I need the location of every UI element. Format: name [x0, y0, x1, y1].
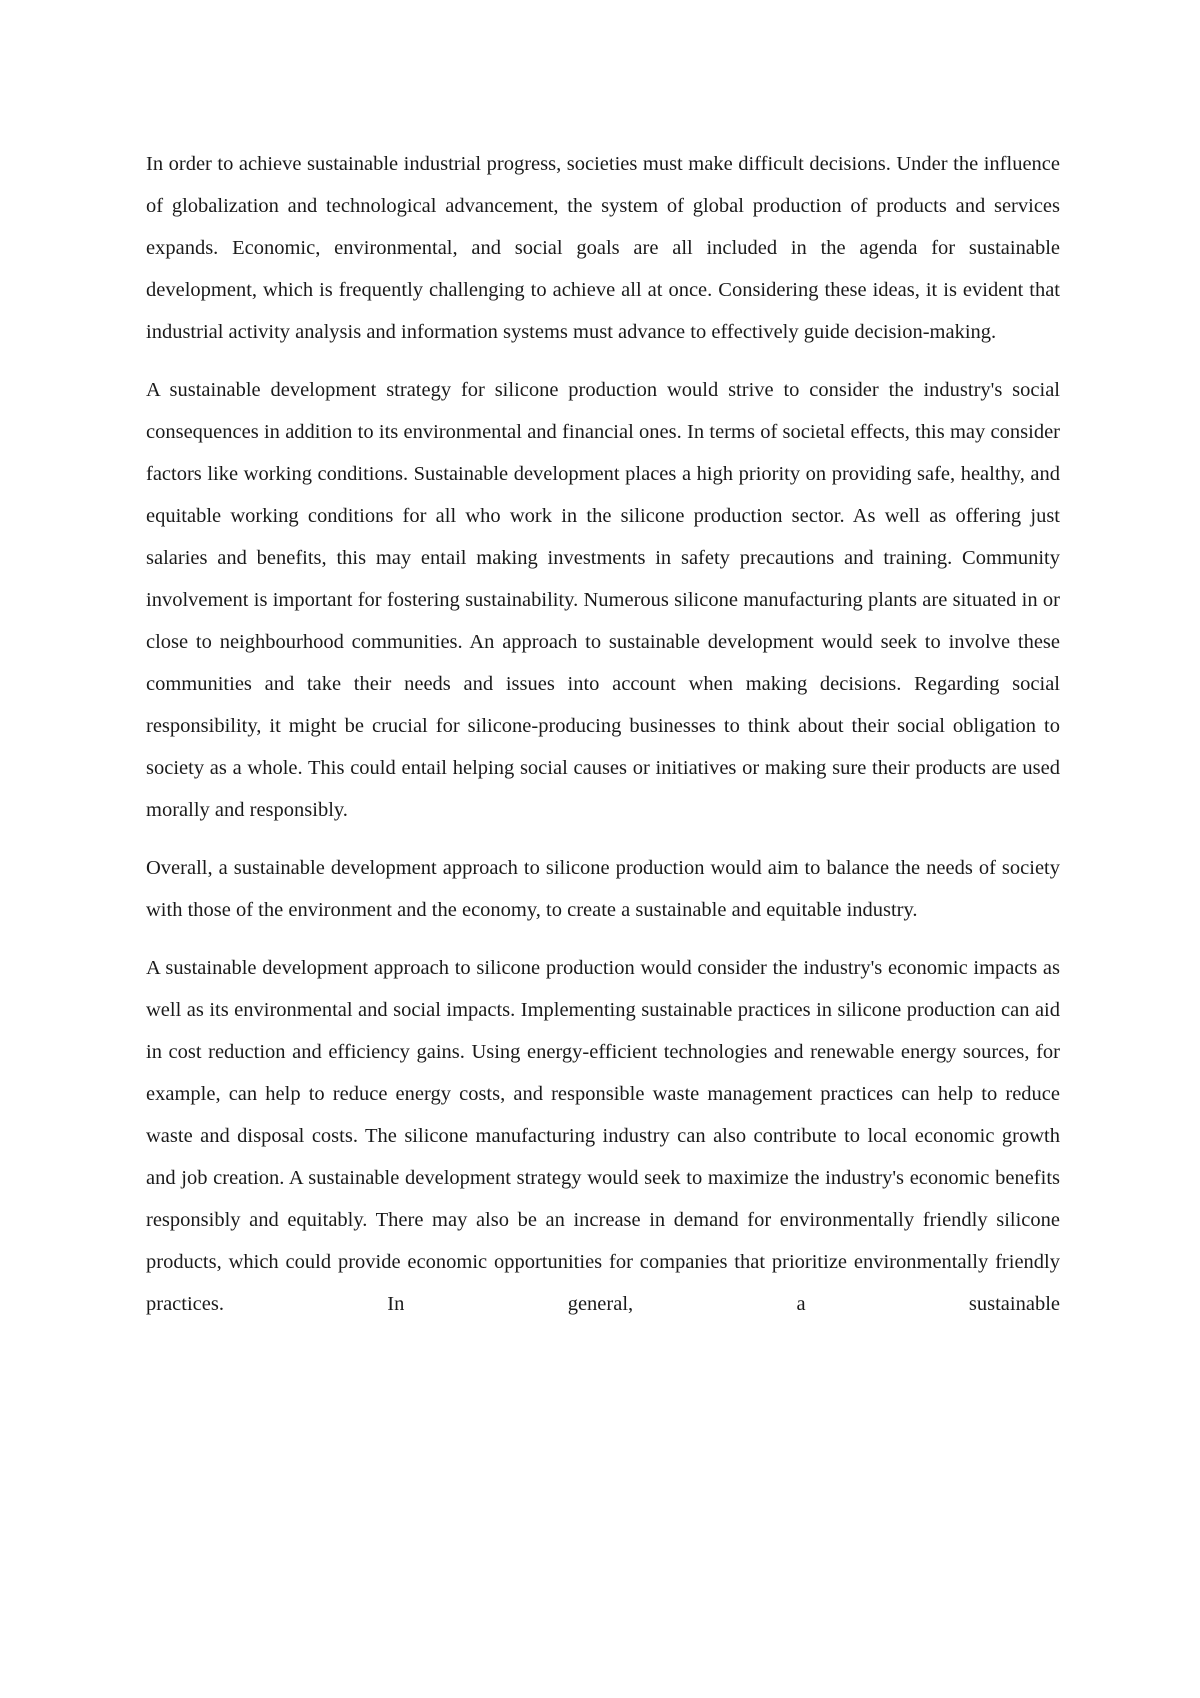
- document-body: [146, 143, 1060, 1341]
- paragraph-1: In order to achieve sustainable industrial progress, societies must make difficult decisions. Under the influence of globalization and technological advancement, the system of global production of products and services expands. Economic, environmental, and social goals are all included in the agenda for sustainable development, which is frequently challenging to achieve all at once. Considering these ideas, it is evident that industrial activity analysis and information systems must advance to effectively guide decision-making.: [146, 153, 1060, 343]
- paragraph-2: A sustainable development strategy for silicone production would strive to consider the industry's social consequences in addition to its environmental and financial ones. In terms of societal effects, this may consider factors like working conditions. Sustainable development places a high priority on providing safe, healthy, and equitable working conditions for all who work in the silicone production sector. As well as offering just salaries and benefits, this may entail making investments in safety precautions and training. Community involvement is important for fostering sustainability. Numerous silicone manufacturing plants are situated in or close to neighbourhood communities. An approach to sustainable development would seek to involve these communities and take their needs and issues into account when making decisions. Regarding social responsibility, it might be crucial for silicone-producing businesses to think about their social obligation to society as a whole. This could entail helping social causes or initiatives or making sure their products are used morally and responsibly.: [146, 379, 1060, 821]
- paragraph-3: Overall, a sustainable development approach to silicone production would aim to balance the needs of society with those of the environment and the economy, to create a sustainable and equitable industry.: [146, 857, 1060, 921]
- paragraph-4: A sustainable development approach to silicone production would consider the industry's economic impacts as well as its environmental and social impacts. Implementing sustainable practices in silicone production can aid in cost reduction and efficiency gains. Using energy-efficient technologies and renewable energy sources, for example, can help to reduce energy costs, and responsible waste management practices can help to reduce waste and disposal costs. The silicone manufacturing industry can also contribute to local economic growth and job creation. A sustainable development strategy would seek to maximize the industry's economic benefits responsibly and equitably. There may also be an increase in demand for environmentally friendly silicone products, which could provide economic opportunities for companies that prioritize environmentally friendly practices. In general, a sustainable: [146, 957, 1060, 1315]
